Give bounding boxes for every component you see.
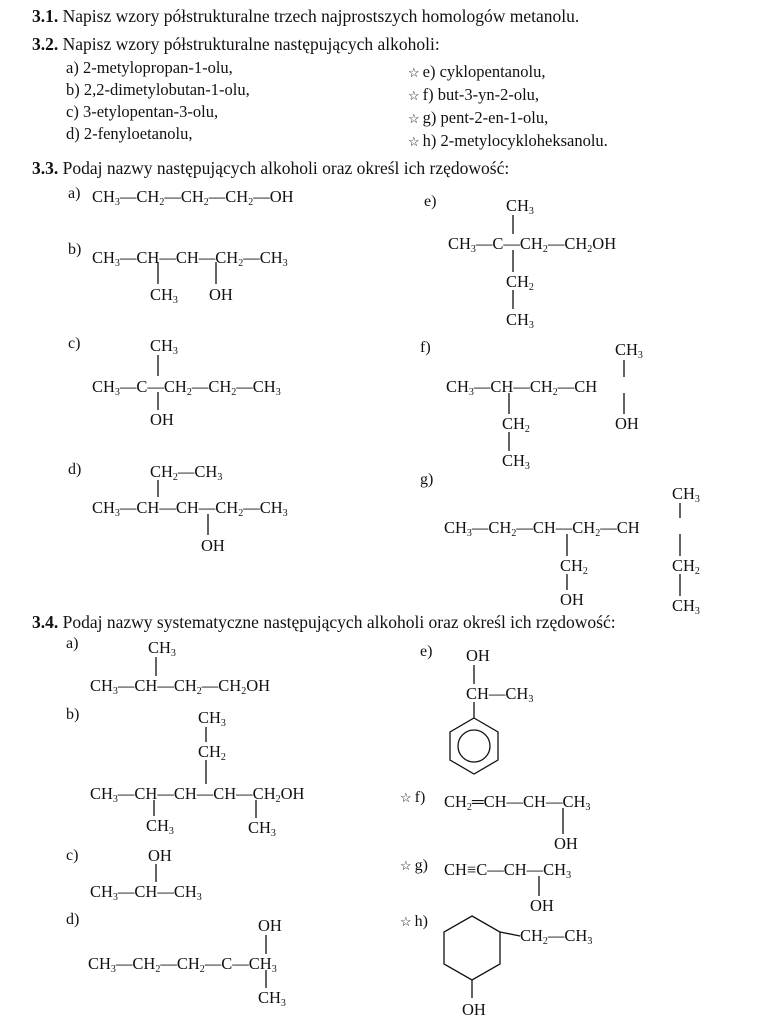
star-icon: ☆: [400, 914, 412, 929]
formula-substituent: $CH_3$: [672, 484, 700, 505]
list-item: ☆ h) 2-metylocykloheksanolu.: [408, 131, 608, 150]
formula-substituent: $CH_3$: [150, 285, 178, 306]
formula-substituent: OH: [462, 1000, 486, 1019]
formula-3-3-g-main: $CH_3—CH_2—CH—CH_2—CH$: [444, 518, 640, 539]
star-icon: ☆: [400, 858, 412, 873]
item-label: ☆ g): [400, 857, 428, 874]
star-icon: ☆: [408, 88, 420, 103]
formula-substituent: $CH_2$: [560, 556, 588, 577]
formula-substituent: OH: [466, 646, 490, 665]
exercise-number: 3.3.: [32, 158, 59, 178]
formula-substituent: $CH_2$: [506, 272, 534, 293]
formula-substituent: $CH_2—CH_3$: [520, 926, 593, 947]
item-label: d): [66, 911, 80, 928]
item-label: e): [424, 193, 437, 210]
formula-3-3-e-main: $CH_3—C—CH_2—CH_2OH$: [448, 234, 617, 255]
formula-substituent: $CH_3$: [150, 336, 178, 357]
formula-substituent: $CH_3$: [198, 708, 226, 729]
formula-substituent: $CH_3$: [506, 310, 534, 331]
formula-substituent: $CH_2$: [198, 742, 226, 763]
formula-3-4-f-main: $CH_2═CH—CH—CH_3$: [444, 792, 591, 813]
exercise-number: 3.1.: [32, 6, 59, 26]
exercise-text: Podaj nazwy systematyczne następujących alkoholi oraz określ ich rzędowość:: [62, 612, 616, 632]
item-label: b): [68, 241, 82, 258]
formula-substituent: OH: [258, 916, 282, 935]
exercise-3-2: [32, 34, 440, 54]
list-item: ☆ e) cyklopentanolu,: [408, 62, 546, 81]
formula-3-3-b-main: $CH_3—CH—CH—CH_2—CH_3$: [92, 248, 288, 269]
item-label: ☆ h): [400, 913, 428, 930]
formula-3-3-c-main: $CH_3—C—CH_2—CH_2—CH_3$: [92, 377, 281, 398]
formula-substituent: $CH_3$: [146, 816, 174, 837]
formula-substituent: OH: [615, 414, 639, 433]
formula-substituent: $CH_3$: [502, 451, 530, 472]
list-item: a) 2-metylopropan-1-olu,: [66, 58, 233, 77]
star-icon: ☆: [408, 65, 420, 80]
list-item: ☆ f) but-3-yn-2-olu,: [408, 85, 540, 104]
item-label: c): [66, 847, 79, 864]
list-item: ☆ g) pent-2-en-1-olu,: [408, 108, 549, 127]
formula-substituent: OH: [150, 410, 174, 429]
item-label: g): [420, 471, 434, 488]
item-label: f): [420, 339, 431, 356]
formula-substituent: OH: [554, 834, 578, 853]
exercise-text: Napisz wzory półstrukturalne następujących alkoholi:: [62, 34, 440, 54]
item-label: d): [68, 461, 82, 478]
formula-substituent: $CH_3$: [615, 340, 643, 361]
exercise-3-4: [32, 612, 616, 632]
formula-substituent: $CH_3$: [258, 988, 286, 1009]
formula-substituent: OH: [560, 590, 584, 609]
formula-substituent: $CH_3$: [672, 596, 700, 617]
formula-3-3-d-main: $CH_3—CH—CH—CH_2—CH_3$: [92, 498, 288, 519]
formula-3-4-c-main: $CH_3—CH—CH_3$: [90, 882, 202, 903]
formula-substituent: OH: [209, 285, 233, 304]
item-label: b): [66, 706, 80, 723]
exercise-3-3: [32, 158, 509, 178]
exercise-3-1: [32, 6, 579, 26]
formula-substituent: $CH_3$: [148, 638, 176, 659]
formula-substituent: $CH_2—CH_3$: [150, 462, 223, 483]
formula-3-4-d-main: $CH_3—CH_2—CH_2—C—CH_3$: [88, 954, 277, 975]
formula-substituent: $CH_2$: [672, 556, 700, 577]
list-item: d) 2-fenyloetanolu,: [66, 124, 193, 143]
exercise-number: 3.4.: [32, 612, 59, 632]
formula-substituent: $CH_2$: [502, 414, 530, 435]
list-item: b) 2,2-dimetylobutan-1-olu,: [66, 80, 250, 99]
item-label: c): [68, 335, 81, 352]
formula-3-3-f-main: $CH_3—CH—CH_2—CH$: [446, 377, 598, 398]
formula-3-4-b-main: $CH_3—CH—CH—CH—CH_2OH$: [90, 784, 305, 805]
list-item: c) 3-etylopentan-3-olu,: [66, 102, 219, 121]
formula-substituent: $CH_3$: [248, 818, 276, 839]
formula-3-4-g-main: $CH\equiv C—CH—CH_3$: [444, 860, 572, 881]
star-icon: ☆: [408, 111, 420, 126]
item-label: a): [68, 185, 81, 202]
formula-3-4-e-main: $CH—CH_3$: [466, 684, 534, 705]
exercise-text: Podaj nazwy następujących alkoholi oraz określ ich rzędowość:: [62, 158, 510, 178]
item-label: ☆ f): [400, 789, 426, 806]
formula-substituent: $CH_3$: [506, 196, 534, 217]
item-label: e): [420, 643, 433, 660]
star-icon: ☆: [408, 134, 420, 149]
exercise-number: 3.2.: [32, 34, 59, 54]
formula-substituent: OH: [201, 536, 225, 555]
formula-substituent: OH: [530, 896, 554, 915]
formula-3-3-a: $CH_3—CH_2—CH_2—CH_2—OH$: [92, 187, 294, 208]
exercise-text: Napisz wzory półstrukturalne trzech najprostszych homologów metanolu.: [62, 6, 580, 26]
formula-substituent: OH: [148, 846, 172, 865]
item-label: a): [66, 635, 79, 652]
star-icon: ☆: [400, 790, 412, 805]
formula-3-4-a-main: $CH_3—CH—CH_2—CH_2OH$: [90, 676, 271, 697]
